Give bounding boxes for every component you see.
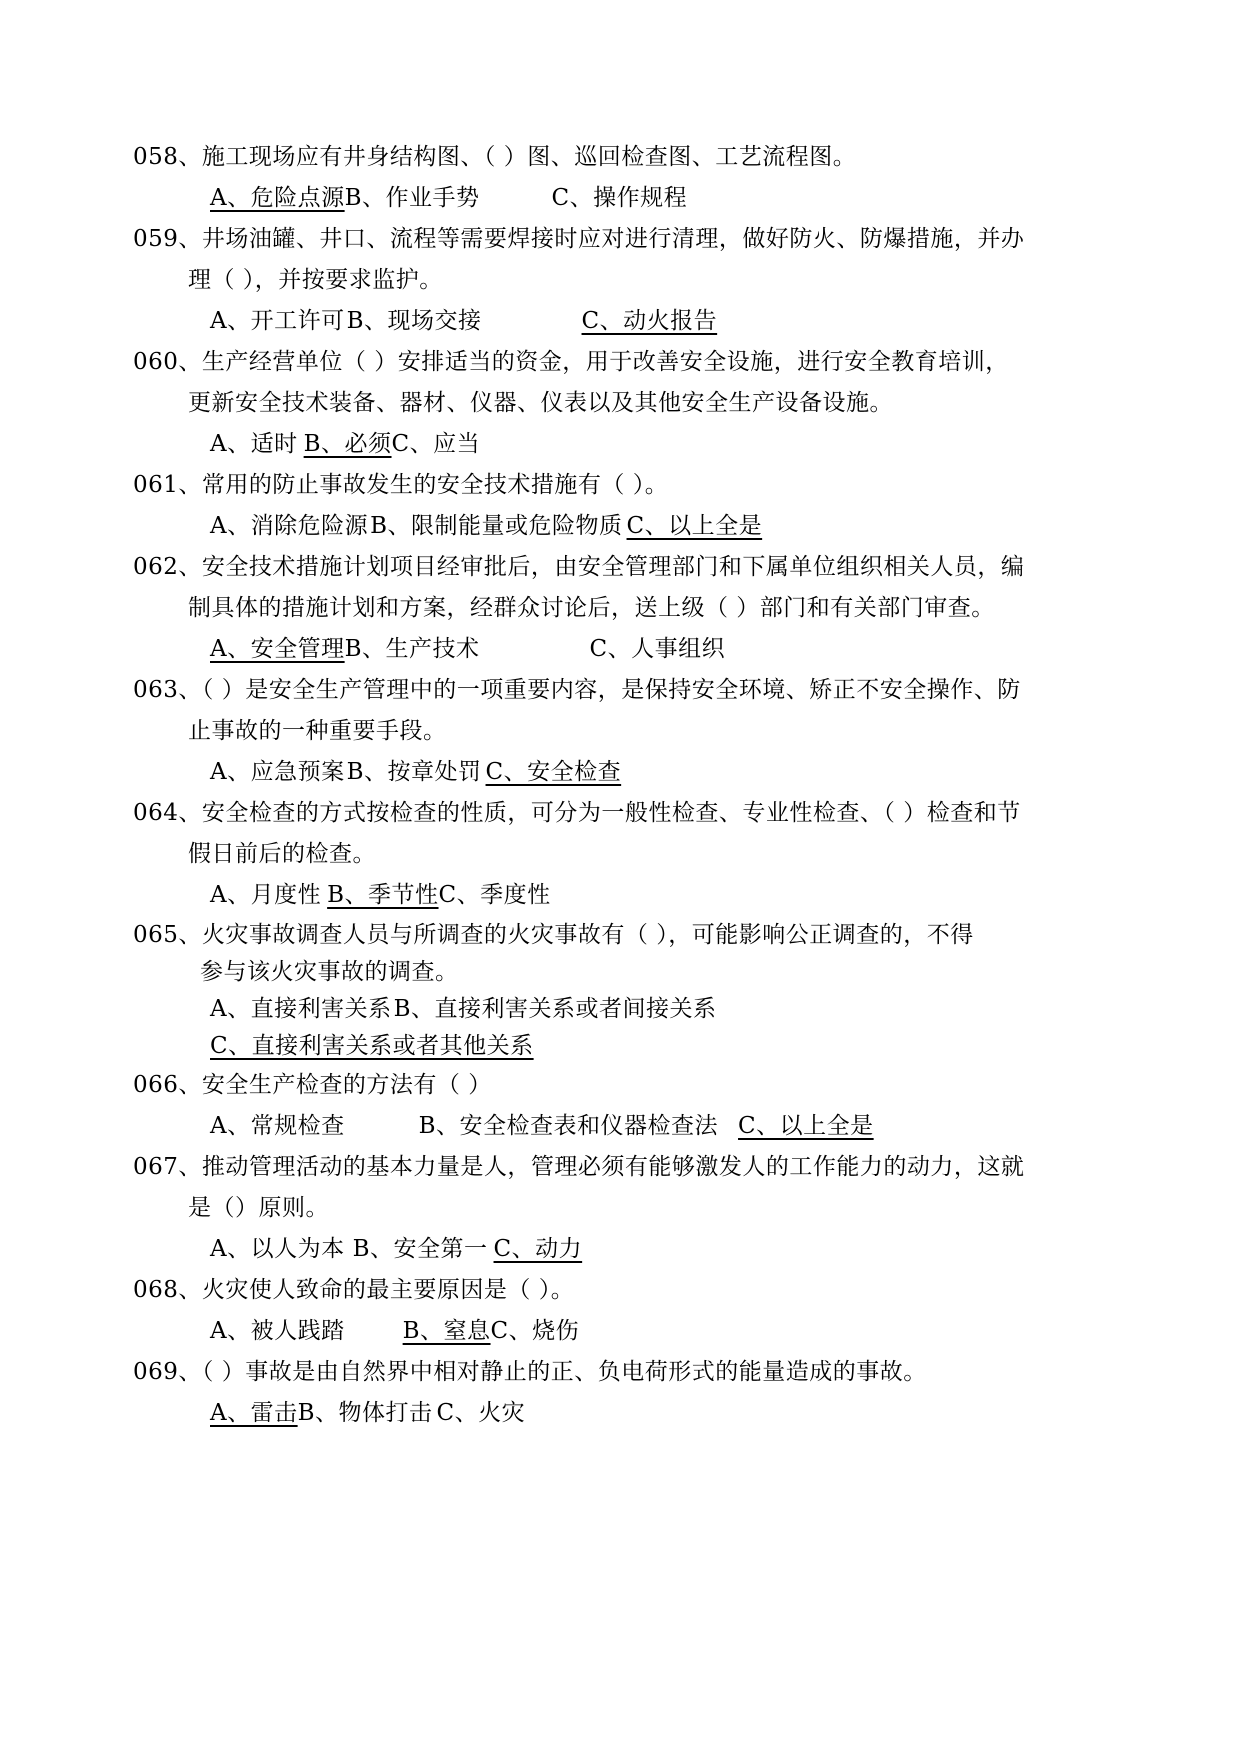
option-a-answer: A、雷击 <box>210 1400 298 1426</box>
question-058-stem-line-1: 058、施工现场应有井身结构图、（ ）图、巡回检查图、工艺流程图。 <box>133 144 857 170</box>
option-b: B、生产技术 <box>344 636 480 662</box>
option-a: A、月度性 <box>210 882 322 908</box>
question-064-stem-line-2: 假日前后的检查。 <box>188 841 376 867</box>
question-062-stem-line-2: 制具体的措施计划和方案，经群众讨论后，送上级（ ）部门和有关部门审查。 <box>188 595 995 621</box>
option-b: B、安全第一 <box>352 1236 488 1262</box>
option-a: A、直接利害关系 <box>210 996 392 1022</box>
question-059-stem-line-1: 059、井场油罐、井口、流程等需要焊接时应对进行清理，做好防火、防爆措施，并办 <box>133 226 1025 252</box>
question-061-options <box>210 511 762 541</box>
question-066-stem-line-1: 066、安全生产检查的方法有（ ） <box>133 1072 492 1098</box>
question-065-options-line-2 <box>210 1031 534 1061</box>
option-b: B、现场交接 <box>346 308 482 334</box>
option-a-answer: A、危险点源 <box>210 185 345 211</box>
option-b: B、按章处罚 <box>346 759 482 785</box>
option-a: A、以人为本 <box>210 1236 345 1262</box>
option-b-answer: B、窒息 <box>402 1318 491 1344</box>
option-b: B、直接利害关系或者间接关系 <box>393 996 717 1022</box>
question-063-options <box>210 757 621 787</box>
option-c-answer: C、直接利害关系或者其他关系 <box>210 1033 534 1059</box>
option-a: A、常规检查 <box>210 1113 345 1139</box>
option-c: C、烧伤 <box>490 1318 580 1344</box>
option-a: A、开工许可 <box>210 308 345 334</box>
option-c-answer: C、以上全是 <box>738 1113 874 1139</box>
question-060-options <box>210 429 480 459</box>
question-067-stem-line-1: 067、推动管理活动的基本力量是人，管理必须有能够激发人的工作能力的动力，这就 <box>133 1154 1025 1180</box>
question-063-stem-line-1: 063、（ ）是安全生产管理中的一项重要内容，是保持安全环境、矫正不安全操作、防 <box>133 677 1021 703</box>
question-061-stem-line-1: 061、常用的防止事故发生的安全技术措施有（ ）。 <box>133 472 669 498</box>
option-b: B、物体打击 <box>297 1400 433 1426</box>
question-069-stem-line-1: 069、（ ）事故是由自然界中相对静止的正、负电荷形式的能量造成的事故。 <box>133 1359 927 1385</box>
option-c-answer: C、以上全是 <box>626 513 763 539</box>
option-c: C、操作规程 <box>551 185 688 211</box>
question-065-stem-line-2: 参与该火灾事故的调查。 <box>200 959 459 985</box>
option-b-answer: B、必须 <box>303 431 392 457</box>
question-063-stem-line-2: 止事故的一种重要手段。 <box>188 718 447 744</box>
question-062-stem-line-1: 062、安全技术措施计划项目经审批后，由安全管理部门和下属单位组织相关人员，编 <box>133 554 1025 580</box>
option-c: C、应当 <box>391 431 481 457</box>
option-c: C、火灾 <box>436 1400 526 1426</box>
option-b: B、限制能量或危险物质 <box>370 513 623 539</box>
question-060-stem-line-1: 060、生产经营单位（ ）安排适当的资金，用于改善安全设施，进行安全教育培训， <box>133 349 1009 375</box>
option-b: B、作业手势 <box>344 185 480 211</box>
question-064-options <box>210 880 551 910</box>
question-059-options <box>210 306 717 336</box>
question-060-stem-line-2: 更新安全技术装备、器材、仪器、仪表以及其他安全生产设备设施。 <box>188 390 893 416</box>
question-069-options <box>210 1398 525 1428</box>
option-a: A、消除危险源 <box>210 513 369 539</box>
question-065-options-line-1 <box>210 994 717 1024</box>
option-c-answer: C、动火报告 <box>581 308 718 334</box>
option-a: A、被人践踏 <box>210 1318 345 1344</box>
option-c-answer: C、动力 <box>493 1236 583 1262</box>
question-068-stem-line-1: 068、火灾使人致命的最主要原因是（ ）。 <box>133 1277 575 1303</box>
option-c-answer: C、安全检查 <box>485 759 622 785</box>
question-067-stem-line-2: 是（）原则。 <box>188 1195 329 1221</box>
option-c: C、人事组织 <box>589 636 726 662</box>
option-a: A、应急预案 <box>210 759 345 785</box>
question-068-options <box>210 1316 579 1346</box>
option-b: B、安全检查表和仪器检查法 <box>418 1113 719 1139</box>
question-064-stem-line-1: 064、安全检查的方式按检查的性质，可分为一般性检查、专业性检查、（ ）检查和节 <box>133 800 1021 826</box>
question-062-options <box>210 634 725 664</box>
option-a: A、适时 <box>210 431 298 457</box>
option-b-answer: B、季节性 <box>327 882 439 908</box>
question-067-options <box>210 1234 582 1264</box>
question-066-options <box>210 1111 874 1141</box>
question-058-options <box>210 183 687 213</box>
question-059-stem-line-2: 理（ ），并按要求监护。 <box>188 267 443 293</box>
option-c: C、季度性 <box>438 882 551 908</box>
option-a-answer: A、安全管理 <box>210 636 345 662</box>
question-065-stem-line-1: 065、火灾事故调查人员与所调查的火灾事故有（ ），可能影响公正调查的，不得 <box>133 922 974 948</box>
